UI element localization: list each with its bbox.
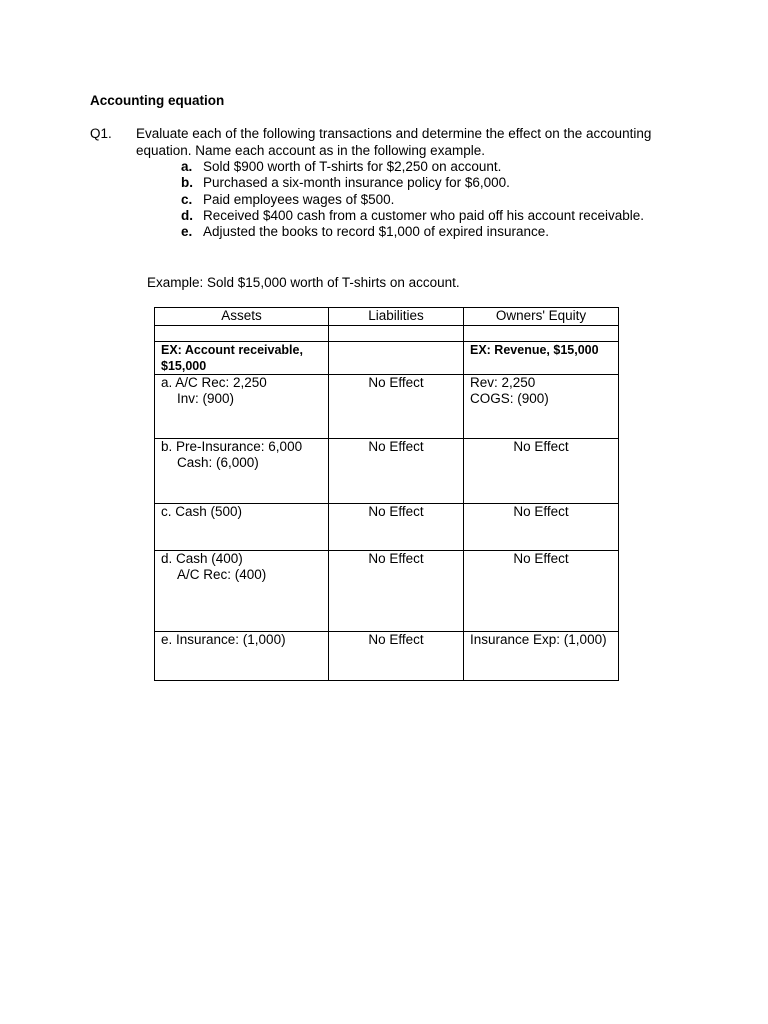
equity-cell: No Effect (464, 504, 619, 551)
table-header-row (155, 308, 619, 326)
item-text: Adjusted the books to record $1,000 of expired insurance. (203, 224, 549, 240)
table-row (155, 632, 619, 681)
liabilities-cell: No Effect (329, 551, 464, 632)
equity-cell: Insurance Exp: (1,000) (464, 632, 619, 681)
header-assets: Assets (155, 308, 329, 326)
item-letter: e. (181, 224, 193, 240)
question-number: Q1. (90, 126, 112, 141)
cell-line: d. Cash (400) (161, 551, 243, 566)
assets-cell (155, 551, 329, 632)
list-item (181, 192, 644, 208)
example-equity-cell: EX: Revenue, $15,000 (464, 342, 619, 375)
item-text: Paid employees wages of $500. (203, 191, 395, 207)
liabilities-cell: No Effect (329, 632, 464, 681)
section-heading: Accounting equation (90, 93, 225, 108)
item-letter: b. (181, 175, 193, 191)
assets-cell (155, 375, 329, 439)
cell-line: EX: Account receivable, (161, 343, 303, 357)
assets-cell: c. Cash (500) (155, 504, 329, 551)
question-text: Evaluate each of the following transactions and determine the effect on the accounting equation. Name each account as in the following example. (136, 126, 652, 158)
assets-cell (155, 439, 329, 504)
list-item (181, 224, 644, 240)
item-text: Purchased a six-month insurance policy for $6,000. (203, 175, 510, 191)
equity-cell (464, 375, 619, 439)
table-cell (329, 326, 464, 342)
table-row (155, 375, 619, 439)
table-row (155, 439, 619, 504)
example-assets-cell (155, 342, 329, 375)
item-letter: c. (181, 191, 193, 207)
accounting-equation-table (154, 307, 619, 681)
list-item (181, 175, 644, 191)
item-letter: d. (181, 207, 193, 223)
item-text: Sold $900 worth of T-shirts for $2,250 on account. (203, 159, 502, 174)
transaction-list (181, 159, 644, 240)
cell-line: Rev: 2,250 (470, 375, 536, 390)
liabilities-cell: No Effect (329, 439, 464, 504)
table-row (155, 504, 619, 551)
cell-line: Inv: (900) (177, 391, 235, 406)
cell-line: Cash: (6,000) (177, 455, 259, 470)
table-example-row (155, 342, 619, 375)
cell-line: COGS: (900) (470, 391, 549, 406)
equity-cell: No Effect (464, 439, 619, 504)
item-text: Received $400 cash from a customer who paid off his account receivable. (203, 207, 644, 223)
list-item (181, 208, 644, 224)
cell-line: $15,000 (161, 359, 207, 373)
cell-line: A/C Rec: (400) (177, 567, 267, 582)
header-liabilities: Liabilities (329, 308, 464, 326)
table-cell (155, 326, 329, 342)
liabilities-cell: No Effect (329, 504, 464, 551)
table-blank-row (155, 326, 619, 342)
example-text: Example: Sold $15,000 worth of T-shirts on account. (147, 275, 460, 290)
table-row (155, 551, 619, 632)
cell-line: b. Pre-Insurance: 6,000 (161, 439, 303, 454)
cell-line: a. A/C Rec: 2,250 (161, 375, 267, 390)
header-owners-equity: Owners' Equity (464, 308, 619, 326)
equity-cell: No Effect (464, 551, 619, 632)
assets-cell: e. Insurance: (1,000) (155, 632, 329, 681)
table-cell (464, 326, 619, 342)
example-liabilities-cell (329, 342, 464, 375)
item-letter: a. (181, 159, 193, 174)
list-item (181, 159, 644, 175)
liabilities-cell: No Effect (329, 375, 464, 439)
